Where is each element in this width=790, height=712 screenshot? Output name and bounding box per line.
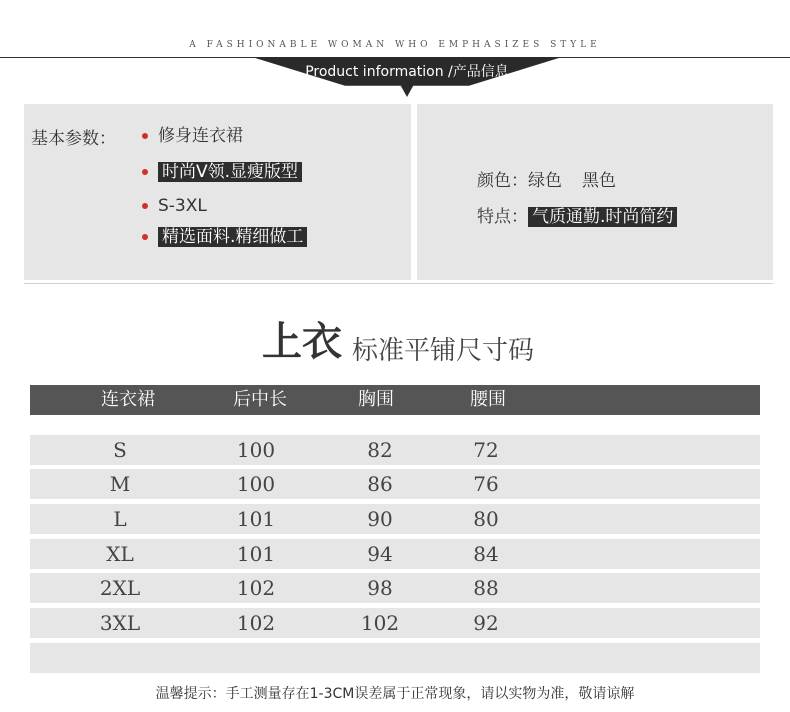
bust-cell: 94 bbox=[367, 542, 393, 566]
column-header: 胸围 bbox=[358, 389, 394, 410]
waist-cell: 84 bbox=[473, 542, 499, 566]
table-row bbox=[30, 469, 760, 499]
waist-cell: 72 bbox=[473, 438, 499, 462]
section-subtitle: 标准平铺尺寸码 bbox=[352, 336, 535, 366]
table-row bbox=[30, 435, 760, 465]
length-cell: 102 bbox=[236, 576, 276, 600]
column-header: 后中长 bbox=[233, 389, 287, 410]
waist-cell: 88 bbox=[473, 576, 499, 600]
column-header: 腰围 bbox=[470, 389, 506, 410]
feature-row bbox=[477, 205, 677, 229]
size-cell: M bbox=[109, 472, 131, 496]
color-label: 颜色： bbox=[477, 171, 528, 191]
table-row bbox=[30, 608, 760, 638]
tagline: A FASHIONABLE WOMAN WHO EMPHASIZES STYLE bbox=[189, 40, 601, 50]
length-cell: 101 bbox=[236, 507, 276, 531]
table-header bbox=[30, 385, 760, 415]
table-row-empty bbox=[30, 643, 760, 673]
color-panel bbox=[417, 104, 773, 280]
bust-cell: 98 bbox=[367, 576, 393, 600]
param-item bbox=[142, 160, 302, 184]
banner-title: Product information /产品信息 bbox=[305, 64, 509, 80]
param-text: S-3XL bbox=[158, 196, 207, 216]
length-cell: 101 bbox=[236, 542, 276, 566]
table-row bbox=[30, 573, 760, 603]
bullet-icon bbox=[142, 234, 148, 240]
section-divider bbox=[24, 283, 773, 284]
length-cell: 100 bbox=[236, 472, 276, 496]
bullet-icon bbox=[142, 169, 148, 175]
size-cell: 2XL bbox=[99, 576, 141, 600]
param-text: 精选面料.精细做工 bbox=[158, 227, 307, 247]
table-row bbox=[30, 504, 760, 534]
column-header: 连衣裙 bbox=[101, 389, 155, 410]
size-cell: 3XL bbox=[99, 611, 141, 635]
param-item bbox=[142, 225, 307, 249]
bust-cell: 86 bbox=[367, 472, 393, 496]
length-cell: 102 bbox=[236, 611, 276, 635]
param-text: 修身连衣裙 bbox=[158, 126, 243, 146]
size-cell: S bbox=[113, 438, 127, 462]
params-label: 基本参数： bbox=[31, 129, 116, 149]
table-row bbox=[30, 539, 760, 569]
feature-label: 特点： bbox=[477, 207, 528, 227]
param-item bbox=[142, 194, 207, 218]
waist-cell: 76 bbox=[473, 472, 499, 496]
param-text: 时尚V领.显瘦版型 bbox=[158, 162, 302, 182]
bust-cell: 90 bbox=[367, 507, 393, 531]
bust-cell: 102 bbox=[360, 611, 400, 635]
bullet-icon bbox=[142, 133, 148, 139]
color-value: 黑色 bbox=[582, 171, 616, 191]
bullet-icon bbox=[142, 203, 148, 209]
length-cell: 100 bbox=[236, 438, 276, 462]
waist-cell: 92 bbox=[473, 611, 499, 635]
section-title bbox=[262, 310, 535, 366]
bust-cell: 82 bbox=[367, 438, 393, 462]
section-title-main: 上衣 bbox=[262, 319, 342, 365]
param-item bbox=[142, 124, 243, 148]
waist-cell: 80 bbox=[473, 507, 499, 531]
size-cell: L bbox=[113, 507, 127, 531]
size-cell: XL bbox=[106, 542, 134, 566]
color-value: 绿色 bbox=[528, 171, 562, 191]
color-row bbox=[477, 166, 616, 191]
feature-value: 气质通勤.时尚简约 bbox=[528, 207, 677, 227]
footnote: 温馨提示：手工测量存在1-3CM误差属于正常现象，请以实物为准，敬请谅解 bbox=[155, 686, 635, 702]
